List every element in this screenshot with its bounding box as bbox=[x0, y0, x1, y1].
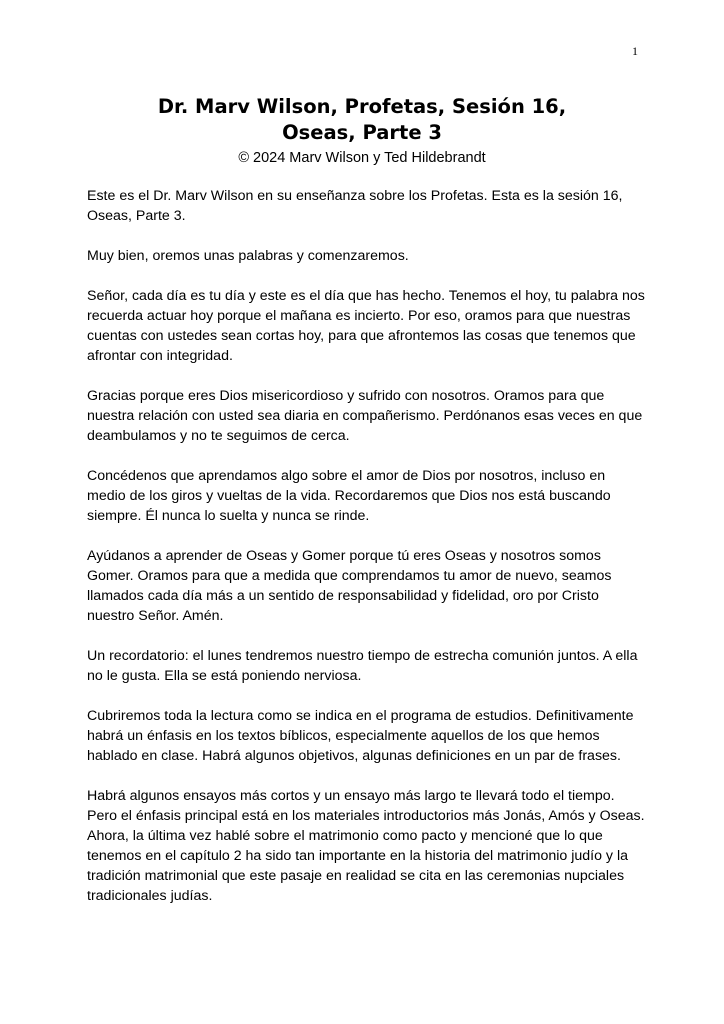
page-number: 1 bbox=[632, 44, 638, 58]
paragraph: Señor, cada día es tu día y este es el día que has hecho. Tenemos el hoy, tu palabra nos recuerda actuar hoy porque el mañana es incierto. Por eso, oramos para que nuestras cuentas con ustedes sean cortas hoy, para que afrontemos las cosas que tenemos que afrontar con integridad. bbox=[87, 288, 645, 364]
paragraph: Este es el Dr. Marv Wilson en su enseñanza sobre los Profetas. Esta es la sesión 16, Oseas, Parte 3. bbox=[87, 188, 623, 224]
paragraph: Muy bien, oremos unas palabras y comenzaremos. bbox=[87, 248, 409, 264]
document-title-line-1: Dr. Marv Wilson, Profetas, Sesión 16, bbox=[157, 95, 567, 118]
paragraph: Concédenos que aprendamos algo sobre el amor de Dios por nosotros, incluso en medio de los giros y vueltas de la vida. Recordaremos que Dios nos está buscando siempre. Él nunca lo suelta y nunca se rinde. bbox=[87, 468, 611, 524]
document-title-line-2: Oseas, Parte 3 bbox=[282, 121, 442, 144]
paragraph: Habrá algunos ensayos más cortos y un ensayo más largo te llevará todo el tiempo. Pero el énfasis principal está en los materiales introductorios más Jonás, Amós y Oseas. Ahora, la última vez hablé sobre el matrimonio como pacto y mencioné que lo que tenemos en el capítulo 2 ha sido tan importante en la historia del matrimonio judío y la tradición matrimonial que este pasaje en realidad se cita en las ceremonias nupciales tradicionales judías. bbox=[87, 788, 645, 904]
transcript-body bbox=[87, 186, 647, 926]
paragraph: Gracias porque eres Dios misericordioso y sufrido con nosotros. Oramos para que nuestra relación con usted sea diaria en compañerismo. Perdónanos esas veces en que deambulamos y no te seguimos de cerca. bbox=[87, 388, 643, 444]
paragraph: Ayúdanos a aprender de Oseas y Gomer porque tú eres Oseas y nosotros somos Gomer. Oramos para que a medida que comprendamos tu amor de nuevo, seamos llamados cada día más a un sentido de responsabilidad y fidelidad, oro por Cristo nuestro Señor. Amén. bbox=[87, 548, 612, 624]
paragraph: Cubriremos toda la lectura como se indica en el programa de estudios. Definitivamente habrá un énfasis en los textos bíblicos, especialmente aquellos de los que hemos hablado en clase. Habrá algunos objetivos, algunas definiciones en un par de frases. bbox=[87, 708, 634, 764]
paragraph: Un recordatorio: el lunes tendremos nuestro tiempo de estrecha comunión juntos. A ella no le gusta. Ella se está poniendo nerviosa. bbox=[87, 648, 638, 684]
copyright-notice: © 2024 Marv Wilson y Ted Hildebrandt bbox=[238, 150, 486, 166]
title-block bbox=[0, 94, 724, 168]
